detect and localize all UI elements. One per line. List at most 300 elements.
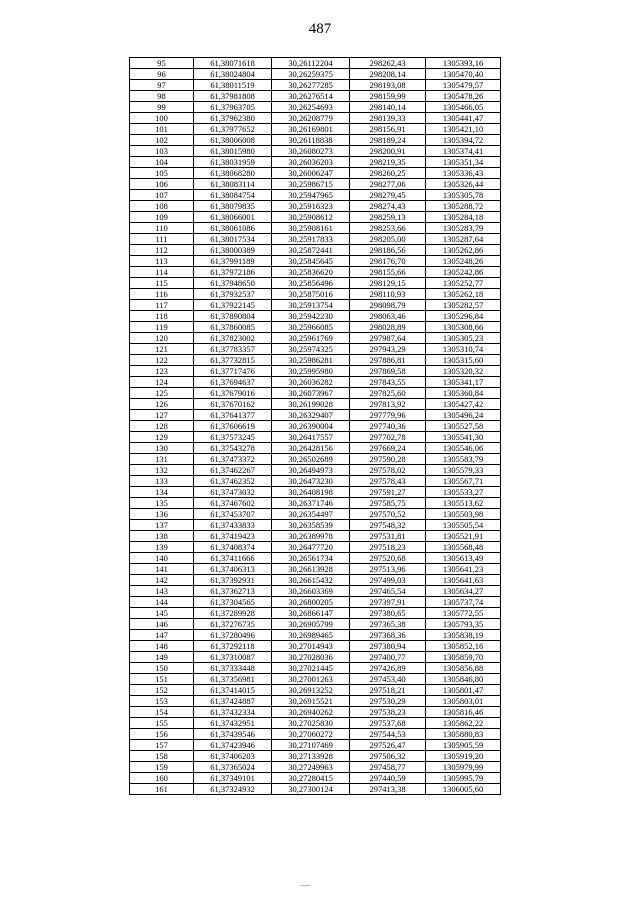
latitude-cell: 61,37991189 [194,256,272,267]
y-coordinate-cell: 1305641,63 [426,575,501,586]
y-coordinate-cell: 1305466,05 [426,102,501,113]
table-row [130,454,501,465]
longitude-cell: 30,27060272 [272,729,350,740]
longitude-cell: 30,27300124 [272,784,350,795]
table-row [130,586,501,597]
point-number-cell: 144 [130,597,194,608]
longitude-cell: 30,25966085 [272,322,350,333]
longitude-cell: 30,26199028 [272,399,350,410]
point-number-cell: 138 [130,531,194,542]
latitude-cell: 61,37424887 [194,696,272,707]
y-coordinate-cell: 1305496,24 [426,410,501,421]
x-coordinate-cell: 297548,32 [350,520,426,531]
point-number-cell: 161 [130,784,194,795]
x-coordinate-cell: 298219,35 [350,157,426,168]
x-coordinate-cell: 297843,55 [350,377,426,388]
longitude-cell: 30,26277285 [272,80,350,91]
point-number-cell: 112 [130,245,194,256]
point-number-cell: 132 [130,465,194,476]
y-coordinate-cell: 1305793,35 [426,619,501,630]
y-coordinate-cell: 1305505,54 [426,520,501,531]
longitude-cell: 30,26118838 [272,135,350,146]
y-coordinate-cell: 1305568,48 [426,542,501,553]
x-coordinate-cell: 297578,43 [350,476,426,487]
point-number-cell: 102 [130,135,194,146]
x-coordinate-cell: 297368,36 [350,630,426,641]
x-coordinate-cell: 298176,70 [350,256,426,267]
longitude-cell: 30,25916323 [272,201,350,212]
table-row [130,322,501,333]
x-coordinate-cell: 297365,38 [350,619,426,630]
point-number-cell: 101 [130,124,194,135]
y-coordinate-cell: 1305421,10 [426,124,501,135]
y-coordinate-cell: 1305979,99 [426,762,501,773]
x-coordinate-cell: 297400,77 [350,652,426,663]
x-coordinate-cell: 298274,43 [350,201,426,212]
y-coordinate-cell: 1305252,77 [426,278,501,289]
x-coordinate-cell: 297544,53 [350,729,426,740]
latitude-cell: 61,37406313 [194,564,272,575]
point-number-cell: 110 [130,223,194,234]
x-coordinate-cell: 297413,38 [350,784,426,795]
table-row [130,69,501,80]
table-row [130,212,501,223]
latitude-cell: 61,38071618 [194,58,272,69]
x-coordinate-cell: 297530,29 [350,696,426,707]
y-coordinate-cell: 1305315,60 [426,355,501,366]
y-coordinate-cell: 1305801,47 [426,685,501,696]
point-number-cell: 134 [130,487,194,498]
y-coordinate-cell: 1305880,83 [426,729,501,740]
x-coordinate-cell: 297520,68 [350,553,426,564]
table-row [130,707,501,718]
point-number-cell: 142 [130,575,194,586]
point-number-cell: 151 [130,674,194,685]
table-row [130,652,501,663]
table-row [130,740,501,751]
table-row [130,102,501,113]
point-number-cell: 106 [130,179,194,190]
point-number-cell: 130 [130,443,194,454]
latitude-cell: 61,37606619 [194,421,272,432]
table-row [130,663,501,674]
table-row [130,751,501,762]
x-coordinate-cell: 298193,08 [350,80,426,91]
y-coordinate-cell: 1305503,98 [426,509,501,520]
point-number-cell: 114 [130,267,194,278]
y-coordinate-cell: 1305320,32 [426,366,501,377]
page-number: 487 [308,21,332,37]
longitude-cell: 30,26371746 [272,498,350,509]
x-coordinate-cell: 297499,03 [350,575,426,586]
longitude-cell: 30,26603369 [272,586,350,597]
x-coordinate-cell: 298063,46 [350,311,426,322]
longitude-cell: 30,25961769 [272,333,350,344]
table-row [130,135,501,146]
y-coordinate-cell: 1305541,30 [426,432,501,443]
y-coordinate-cell: 1305282,57 [426,300,501,311]
longitude-cell: 30,26276514 [272,91,350,102]
y-coordinate-cell: 1305803,01 [426,696,501,707]
table-row [130,190,501,201]
table-row [130,278,501,289]
x-coordinate-cell: 298028,89 [350,322,426,333]
longitude-cell: 30,27249963 [272,762,350,773]
longitude-cell: 30,26494973 [272,465,350,476]
latitude-cell: 61,37473372 [194,454,272,465]
y-coordinate-cell: 1305248,26 [426,256,501,267]
point-number-cell: 97 [130,80,194,91]
point-number-cell: 125 [130,388,194,399]
coordinates-table-body [130,58,501,795]
x-coordinate-cell: 297591,27 [350,487,426,498]
latitude-cell: 61,37732815 [194,355,272,366]
table-row [130,619,501,630]
scan-mark [300,885,310,886]
latitude-cell: 61,37433833 [194,520,272,531]
point-number-cell: 147 [130,630,194,641]
y-coordinate-cell: 1305634,27 [426,586,501,597]
point-number-cell: 148 [130,641,194,652]
longitude-cell: 30,26073967 [272,388,350,399]
x-coordinate-cell: 297465,54 [350,586,426,597]
y-coordinate-cell: 1305341,17 [426,377,501,388]
x-coordinate-cell: 297440,59 [350,773,426,784]
y-coordinate-cell: 1305527,58 [426,421,501,432]
table-row [130,113,501,124]
x-coordinate-cell: 297380,65 [350,608,426,619]
point-number-cell: 98 [130,91,194,102]
x-coordinate-cell: 298189,24 [350,135,426,146]
y-coordinate-cell: 1305546,06 [426,443,501,454]
latitude-cell: 61,37289928 [194,608,272,619]
latitude-cell: 61,37310087 [194,652,272,663]
x-coordinate-cell: 297779,96 [350,410,426,421]
table-row [130,443,501,454]
x-coordinate-cell: 297570,52 [350,509,426,520]
y-coordinate-cell: 1305441,47 [426,113,501,124]
longitude-cell: 30,26354497 [272,509,350,520]
longitude-cell: 30,27001263 [272,674,350,685]
latitude-cell: 61,38031959 [194,157,272,168]
point-number-cell: 126 [130,399,194,410]
table-row [130,476,501,487]
table-row [130,58,501,69]
y-coordinate-cell: 1305816,46 [426,707,501,718]
longitude-cell: 30,27025830 [272,718,350,729]
y-coordinate-cell: 1305533,27 [426,487,501,498]
point-number-cell: 127 [130,410,194,421]
table-row [130,729,501,740]
x-coordinate-cell: 298253,66 [350,223,426,234]
latitude-cell: 61,37462352 [194,476,272,487]
point-number-cell: 136 [130,509,194,520]
point-number-cell: 156 [130,729,194,740]
point-number-cell: 154 [130,707,194,718]
longitude-cell: 30,27107469 [272,740,350,751]
latitude-cell: 61,37694637 [194,377,272,388]
y-coordinate-cell: 1305287,64 [426,234,501,245]
point-number-cell: 150 [130,663,194,674]
table-row [130,355,501,366]
y-coordinate-cell: 1305478,26 [426,91,501,102]
x-coordinate-cell: 298259,13 [350,212,426,223]
point-number-cell: 159 [130,762,194,773]
table-row [130,718,501,729]
point-number-cell: 103 [130,146,194,157]
point-number-cell: 153 [130,696,194,707]
x-coordinate-cell: 297585,75 [350,498,426,509]
longitude-cell: 30,26408198 [272,487,350,498]
latitude-cell: 61,38083114 [194,179,272,190]
y-coordinate-cell: 1305470,40 [426,69,501,80]
latitude-cell: 61,38017534 [194,234,272,245]
table-row [130,553,501,564]
x-coordinate-cell: 297453,40 [350,674,426,685]
y-coordinate-cell: 1305262,86 [426,245,501,256]
longitude-cell: 30,26989465 [272,630,350,641]
longitude-cell: 30,26169801 [272,124,350,135]
latitude-cell: 61,38084754 [194,190,272,201]
latitude-cell: 61,37411666 [194,553,272,564]
x-coordinate-cell: 297702,78 [350,432,426,443]
table-row [130,641,501,652]
point-number-cell: 131 [130,454,194,465]
x-coordinate-cell: 297987,64 [350,333,426,344]
y-coordinate-cell: 1305288,72 [426,201,501,212]
longitude-cell: 30,26473230 [272,476,350,487]
table-row [130,520,501,531]
y-coordinate-cell: 1305479,57 [426,80,501,91]
table-row [130,168,501,179]
table-row [130,267,501,278]
longitude-cell: 30,26428156 [272,443,350,454]
longitude-cell: 30,26800205 [272,597,350,608]
point-number-cell: 111 [130,234,194,245]
point-number-cell: 100 [130,113,194,124]
point-number-cell: 157 [130,740,194,751]
x-coordinate-cell: 298277,06 [350,179,426,190]
latitude-cell: 61,37963705 [194,102,272,113]
y-coordinate-cell: 1305567,71 [426,476,501,487]
x-coordinate-cell: 297506,32 [350,751,426,762]
latitude-cell: 61,38006008 [194,135,272,146]
longitude-cell: 30,25908161 [272,223,350,234]
longitude-cell: 30,26615432 [272,575,350,586]
y-coordinate-cell: 1305852,16 [426,641,501,652]
y-coordinate-cell: 1305737,74 [426,597,501,608]
y-coordinate-cell: 1305326,44 [426,179,501,190]
latitude-cell: 61,37977652 [194,124,272,135]
table-row [130,388,501,399]
longitude-cell: 30,26390004 [272,421,350,432]
point-number-cell: 120 [130,333,194,344]
y-coordinate-cell: 1305838,19 [426,630,501,641]
table-row [130,289,501,300]
x-coordinate-cell: 297458,77 [350,762,426,773]
latitude-cell: 61,37356981 [194,674,272,685]
longitude-cell: 30,25986281 [272,355,350,366]
y-coordinate-cell: 1305310,74 [426,344,501,355]
y-coordinate-cell: 1305336,43 [426,168,501,179]
longitude-cell: 30,25908612 [272,212,350,223]
latitude-cell: 61,37972186 [194,267,272,278]
longitude-cell: 30,26866147 [272,608,350,619]
point-number-cell: 118 [130,311,194,322]
point-number-cell: 143 [130,586,194,597]
table-row [130,201,501,212]
table-row [130,575,501,586]
latitude-cell: 61,37432334 [194,707,272,718]
longitude-cell: 30,25917833 [272,234,350,245]
table-row [130,256,501,267]
table-row [130,245,501,256]
point-number-cell: 119 [130,322,194,333]
longitude-cell: 30,25995980 [272,366,350,377]
x-coordinate-cell: 298159,99 [350,91,426,102]
latitude-cell: 61,37406203 [194,751,272,762]
longitude-cell: 30,25875016 [272,289,350,300]
table-row [130,487,501,498]
x-coordinate-cell: 297397,91 [350,597,426,608]
point-number-cell: 155 [130,718,194,729]
x-coordinate-cell: 298279,45 [350,190,426,201]
longitude-cell: 30,26915521 [272,696,350,707]
longitude-cell: 30,26080273 [272,146,350,157]
table-row [130,410,501,421]
y-coordinate-cell: 1305305,23 [426,333,501,344]
latitude-cell: 61,37462267 [194,465,272,476]
y-coordinate-cell: 1305583,79 [426,454,501,465]
longitude-cell: 30,27021445 [272,663,350,674]
x-coordinate-cell: 298098,79 [350,300,426,311]
table-row [130,80,501,91]
latitude-cell: 61,37890804 [194,311,272,322]
y-coordinate-cell: 1305513,62 [426,498,501,509]
point-number-cell: 123 [130,366,194,377]
latitude-cell: 61,37419423 [194,531,272,542]
point-number-cell: 105 [130,168,194,179]
table-row [130,465,501,476]
y-coordinate-cell: 1305641,23 [426,564,501,575]
point-number-cell: 109 [130,212,194,223]
x-coordinate-cell: 297426,89 [350,663,426,674]
table-row [130,234,501,245]
x-coordinate-cell: 297669,24 [350,443,426,454]
latitude-cell: 61,37932537 [194,289,272,300]
longitude-cell: 30,27028036 [272,652,350,663]
x-coordinate-cell: 297590,28 [350,454,426,465]
x-coordinate-cell: 298156,91 [350,124,426,135]
y-coordinate-cell: 1305308,66 [426,322,501,333]
point-number-cell: 141 [130,564,194,575]
longitude-cell: 30,26502689 [272,454,350,465]
longitude-cell: 30,26036282 [272,377,350,388]
x-coordinate-cell: 297380,94 [350,641,426,652]
latitude-cell: 61,37362713 [194,586,272,597]
longitude-cell: 30,26905799 [272,619,350,630]
y-coordinate-cell: 1305283,79 [426,223,501,234]
x-coordinate-cell: 297537,68 [350,718,426,729]
table-row [130,91,501,102]
latitude-cell: 61,37324932 [194,784,272,795]
latitude-cell: 61,37860085 [194,322,272,333]
longitude-cell: 30,25856496 [272,278,350,289]
longitude-cell: 30,26613928 [272,564,350,575]
point-number-cell: 122 [130,355,194,366]
longitude-cell: 30,27133928 [272,751,350,762]
table-row [130,377,501,388]
y-coordinate-cell: 1305360,84 [426,388,501,399]
latitude-cell: 61,37948650 [194,278,272,289]
y-coordinate-cell: 1305613,49 [426,553,501,564]
latitude-cell: 61,37392931 [194,575,272,586]
point-number-cell: 128 [130,421,194,432]
longitude-cell: 30,25974325 [272,344,350,355]
point-number-cell: 160 [130,773,194,784]
point-number-cell: 108 [130,201,194,212]
latitude-cell: 61,37276735 [194,619,272,630]
table-row [130,597,501,608]
latitude-cell: 61,37573245 [194,432,272,443]
y-coordinate-cell: 1305521,91 [426,531,501,542]
table-row [130,630,501,641]
x-coordinate-cell: 297538,23 [350,707,426,718]
x-coordinate-cell: 297578,02 [350,465,426,476]
point-number-cell: 145 [130,608,194,619]
point-number-cell: 95 [130,58,194,69]
latitude-cell: 61,37414015 [194,685,272,696]
x-coordinate-cell: 298155,66 [350,267,426,278]
latitude-cell: 61,37408374 [194,542,272,553]
y-coordinate-cell: 1305305,78 [426,190,501,201]
table-row [130,531,501,542]
longitude-cell: 30,26006247 [272,168,350,179]
longitude-cell: 30,26329407 [272,410,350,421]
longitude-cell: 30,26561734 [272,553,350,564]
y-coordinate-cell: 1305905,59 [426,740,501,751]
x-coordinate-cell: 298140,14 [350,102,426,113]
y-coordinate-cell: 1305862,22 [426,718,501,729]
x-coordinate-cell: 298200,91 [350,146,426,157]
table-row [130,179,501,190]
latitude-cell: 61,37641377 [194,410,272,421]
table-row [130,421,501,432]
table-row [130,333,501,344]
longitude-cell: 30,26208779 [272,113,350,124]
longitude-cell: 30,26259375 [272,69,350,80]
point-number-cell: 146 [130,619,194,630]
longitude-cell: 30,26036203 [272,157,350,168]
longitude-cell: 30,26417557 [272,432,350,443]
table-row [130,762,501,773]
longitude-cell: 30,26358539 [272,520,350,531]
y-coordinate-cell: 1306005,60 [426,784,501,795]
latitude-cell: 61,37423946 [194,740,272,751]
y-coordinate-cell: 1305374,41 [426,146,501,157]
y-coordinate-cell: 1305393,16 [426,58,501,69]
latitude-cell: 61,37333448 [194,663,272,674]
longitude-cell: 30,25942230 [272,311,350,322]
x-coordinate-cell: 297518,21 [350,685,426,696]
latitude-cell: 61,37280496 [194,630,272,641]
point-number-cell: 149 [130,652,194,663]
x-coordinate-cell: 297526,47 [350,740,426,751]
latitude-cell: 61,37922145 [194,300,272,311]
table-row [130,608,501,619]
table-row [130,223,501,234]
point-number-cell: 140 [130,553,194,564]
